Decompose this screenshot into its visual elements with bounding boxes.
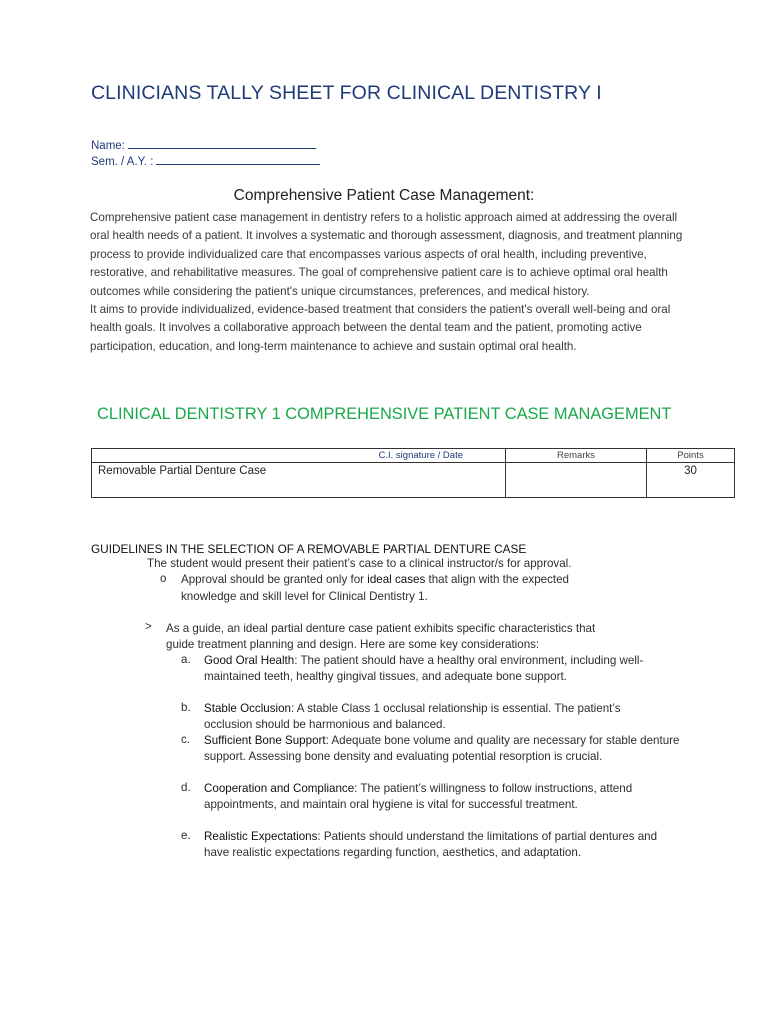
table-header-row [92, 449, 735, 463]
remarks-cell[interactable] [506, 463, 647, 498]
header-ci-signature: C.I. signature / Date [92, 449, 506, 463]
list-item [204, 733, 682, 765]
list-item [204, 701, 644, 733]
item-a-text: : The patient should have a healthy oral environment, including well-maintained teeth, healthy gingival tissues, and adequate bone support. [204, 654, 644, 683]
intro-paragraph-1: Comprehensive patient case management in dentistry refers to a holistic approach aimed at addressing the overall oral health needs of a patient. It involves a systematic and thorough assessment, diagnosis, and treatment planning process to provide individualized care that encompasses various aspects of oral health, including preventive, restorative, and rehabilitative measures. The goal of comprehensive patient care is to achieve optimal oral health outcomes while considering the patient's unique circumstances, preferences, and medical history. [90, 211, 683, 298]
item-e-text: : Patients should understand the limitations of partial dentures and have realistic expectations regarding function, aesthetics, and adaptation. [204, 830, 658, 859]
list-item [204, 653, 676, 685]
approval-text-post: that align with the expected [425, 573, 570, 586]
approval-line [181, 572, 569, 588]
item-b-text: : A stable Class 1 occlusal relationship is essential. The patient’s occlusion should be harmonious and balanced. [204, 702, 621, 731]
list-item [204, 829, 674, 861]
intro-paragraph-2: It aims to provide individualized, evidence-based treatment that considers the patient's overall well-being and oral health goals. It involves a collaborative approach between the dental team and the patient, promoting active participation, education, and long-term maintenance to achieve and sustain optimal oral health. [90, 303, 671, 353]
green-heading: CLINICAL DENTISTRY 1 COMPREHENSIVE PATIENT CASE MANAGEMENT [97, 405, 672, 423]
guide-line-2: guide treatment planning and design. Here are some key considerations: [166, 638, 540, 651]
points-cell: 30 [647, 463, 735, 498]
tally-table [91, 448, 735, 498]
item-d-term: Cooperation and Compliance [204, 782, 355, 795]
arrow-bullet-marker: > [145, 620, 152, 633]
item-c-text: : Adequate bone volume and quality are necessary for stable denture support. Assessing bone density and evaluating potential resorption is crucial. [204, 734, 680, 763]
case-cell: Removable Partial Denture Case [92, 463, 506, 498]
item-e-term: Realistic Expectations [204, 830, 318, 843]
guidelines-intro: The student would present their patient’s case to a clinical instructor/s for approval. [147, 557, 572, 570]
name-field[interactable] [91, 138, 316, 152]
header-remarks: Remarks [506, 449, 647, 463]
item-b-term: Stable Occlusion [204, 702, 291, 715]
approval-line-2: knowledge and skill level for Clinical Dentistry 1. [181, 590, 428, 603]
list-item [204, 781, 682, 813]
item-e-marker: e. [181, 829, 191, 842]
item-b-marker: b. [181, 701, 191, 714]
item-d-marker: d. [181, 781, 191, 794]
header-points: Points [647, 449, 735, 463]
ideal-cases-term: ideal cases [367, 573, 426, 586]
section-title: Comprehensive Patient Case Management: [233, 187, 535, 204]
semester-blank-line[interactable] [156, 154, 320, 165]
guidelines-heading: GUIDELINES IN THE SELECTION OF A REMOVABLE PARTIAL DENTURE CASE [91, 542, 527, 556]
intro-text [90, 209, 690, 356]
item-c-marker: c. [181, 733, 191, 746]
semester-field[interactable] [91, 154, 320, 168]
item-a-term: Good Oral Health [204, 654, 295, 667]
name-label: Name: [91, 140, 125, 152]
item-a-marker: a. [181, 653, 191, 666]
guide-line-1: As a guide, an ideal partial denture case patient exhibits specific characteristics that [166, 622, 596, 635]
item-c-term: Sufficient Bone Support [204, 734, 326, 747]
name-blank-line[interactable] [128, 138, 316, 149]
approval-text-pre: Approval should be granted only for [181, 573, 368, 586]
semester-label: Sem. / A.Y. : [91, 156, 154, 168]
table-row [92, 463, 735, 498]
page-title: CLINICIANS TALLY SHEET FOR CLINICAL DENTISTRY I [91, 82, 602, 104]
sub-bullet-marker: o [160, 572, 167, 585]
item-d-text: : The patient’s willingness to follow instructions, attend appointments, and maintain oral hygiene is vital for successful treatment. [204, 782, 633, 811]
